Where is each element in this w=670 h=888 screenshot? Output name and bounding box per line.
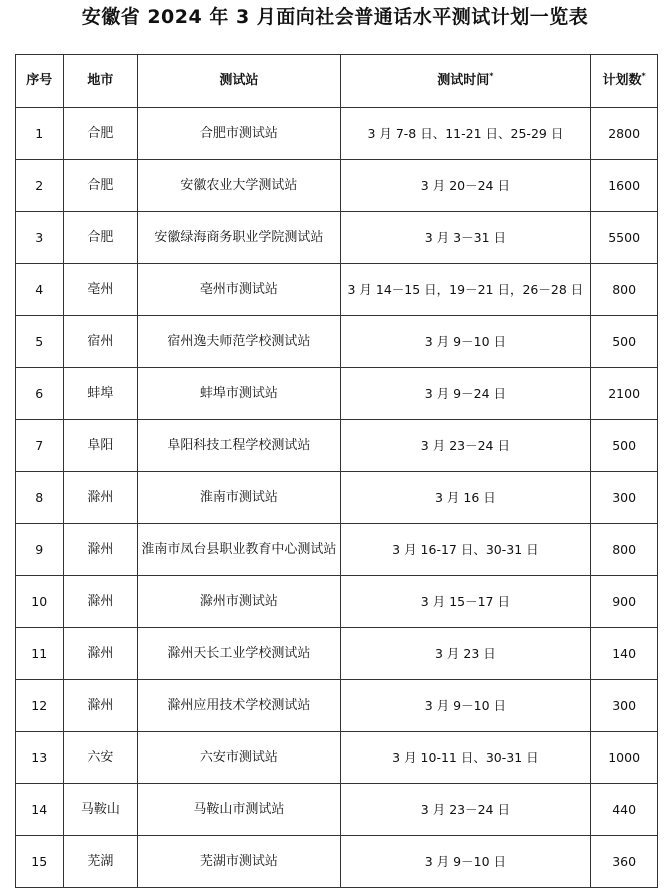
cell-site: 滁州天长工业学校测试站: [138, 628, 340, 680]
cell-seq: 10: [16, 576, 64, 628]
cell-site: 六安市测试站: [138, 732, 340, 784]
cell-city: 芜湖: [63, 836, 138, 888]
cell-time: 3 月 23－24 日: [340, 784, 591, 836]
cell-city: 马鞍山: [63, 784, 138, 836]
cell-site: 阜阳科技工程学校测试站: [138, 420, 340, 472]
cell-site: 合肥市测试站: [138, 108, 340, 160]
test-plan-table: [15, 54, 658, 888]
cell-time: 3 月 20－24 日: [340, 160, 591, 212]
cell-site: 马鞍山市测试站: [138, 784, 340, 836]
cell-seq: 13: [16, 732, 64, 784]
cell-site: 宿州逸夫师范学校测试站: [138, 316, 340, 368]
header-count-label: 计划数: [602, 73, 642, 88]
header-site-label: 测试站: [219, 73, 259, 88]
cell-city: 阜阳: [63, 420, 138, 472]
header-count-note-mark: *: [641, 71, 646, 81]
header-seq: [16, 55, 64, 108]
cell-seq: 8: [16, 472, 64, 524]
cell-city: 合肥: [63, 212, 138, 264]
cell-count: 140: [591, 628, 658, 680]
header-time-label: 测试时间: [437, 73, 490, 88]
table-row: [16, 472, 658, 524]
cell-time: 3 月 23 日: [340, 628, 591, 680]
table-row: [16, 212, 658, 264]
cell-count: 2800: [591, 108, 658, 160]
cell-time: 3 月 7-8 日、11-21 日、25-29 日: [340, 108, 591, 160]
cell-seq: 12: [16, 680, 64, 732]
cell-site: 蚌埠市测试站: [138, 368, 340, 420]
table-row: [16, 108, 658, 160]
cell-seq: 1: [16, 108, 64, 160]
cell-count: 440: [591, 784, 658, 836]
cell-time: 3 月 14－15 日，19－21 日，26－28 日: [340, 264, 591, 316]
table-row: [16, 420, 658, 472]
header-count: [591, 55, 658, 108]
cell-time: 3 月 9－10 日: [340, 680, 591, 732]
header-city-label: 地市: [87, 73, 114, 88]
header-site: [138, 55, 340, 108]
cell-seq: 7: [16, 420, 64, 472]
cell-site: 滁州市测试站: [138, 576, 340, 628]
cell-city: 滁州: [63, 680, 138, 732]
cell-site: 亳州市测试站: [138, 264, 340, 316]
cell-time: 3 月 9－24 日: [340, 368, 591, 420]
cell-seq: 15: [16, 836, 64, 888]
cell-city: 滁州: [63, 524, 138, 576]
cell-seq: 4: [16, 264, 64, 316]
cell-seq: 11: [16, 628, 64, 680]
cell-city: 合肥: [63, 160, 138, 212]
cell-time: 3 月 15－17 日: [340, 576, 591, 628]
table-row: [16, 316, 658, 368]
cell-seq: 5: [16, 316, 64, 368]
table-row: [16, 784, 658, 836]
cell-seq: 6: [16, 368, 64, 420]
cell-time: 3 月 16 日: [340, 472, 591, 524]
cell-count: 2100: [591, 368, 658, 420]
cell-time: 3 月 9－10 日: [340, 836, 591, 888]
cell-count: 500: [591, 420, 658, 472]
page-title: 安徽省 2024 年 3 月面向社会普通话水平测试计划一览表: [81, 6, 589, 28]
header-city: [63, 55, 138, 108]
cell-city: 滁州: [63, 628, 138, 680]
cell-seq: 3: [16, 212, 64, 264]
cell-site: 淮南市测试站: [138, 472, 340, 524]
cell-time: 3 月 23－24 日: [340, 420, 591, 472]
table-row: [16, 524, 658, 576]
cell-time: 3 月 10-11 日、30-31 日: [340, 732, 591, 784]
cell-count: 900: [591, 576, 658, 628]
cell-site: 滁州应用技术学校测试站: [138, 680, 340, 732]
cell-city: 合肥: [63, 108, 138, 160]
cell-seq: 2: [16, 160, 64, 212]
cell-seq: 9: [16, 524, 64, 576]
cell-seq: 14: [16, 784, 64, 836]
table-row: [16, 836, 658, 888]
cell-time: 3 月 16-17 日、30-31 日: [340, 524, 591, 576]
cell-site: 安徽农业大学测试站: [138, 160, 340, 212]
cell-count: 360: [591, 836, 658, 888]
table-body: [16, 108, 658, 888]
cell-count: 300: [591, 680, 658, 732]
cell-city: 宿州: [63, 316, 138, 368]
cell-count: 1600: [591, 160, 658, 212]
cell-count: 800: [591, 264, 658, 316]
cell-city: 亳州: [63, 264, 138, 316]
cell-site: 淮南市凤台县职业教育中心测试站: [138, 524, 340, 576]
cell-city: 滁州: [63, 576, 138, 628]
header-seq-label: 序号: [26, 73, 53, 88]
table-row: [16, 628, 658, 680]
table-row: [16, 160, 658, 212]
cell-city: 六安: [63, 732, 138, 784]
cell-count: 500: [591, 316, 658, 368]
table-row: [16, 264, 658, 316]
header-time-note-mark: *: [489, 71, 494, 81]
cell-city: 滁州: [63, 472, 138, 524]
table-header-row: [16, 55, 658, 108]
cell-count: 5500: [591, 212, 658, 264]
cell-site: 芜湖市测试站: [138, 836, 340, 888]
cell-site: 安徽绿海商务职业学院测试站: [138, 212, 340, 264]
table-row: [16, 732, 658, 784]
cell-city: 蚌埠: [63, 368, 138, 420]
cell-time: 3 月 3－31 日: [340, 212, 591, 264]
cell-count: 300: [591, 472, 658, 524]
header-time: [340, 55, 591, 108]
table-row: [16, 576, 658, 628]
table-row: [16, 368, 658, 420]
cell-count: 1000: [591, 732, 658, 784]
table-row: [16, 680, 658, 732]
cell-time: 3 月 9－10 日: [340, 316, 591, 368]
cell-count: 800: [591, 524, 658, 576]
